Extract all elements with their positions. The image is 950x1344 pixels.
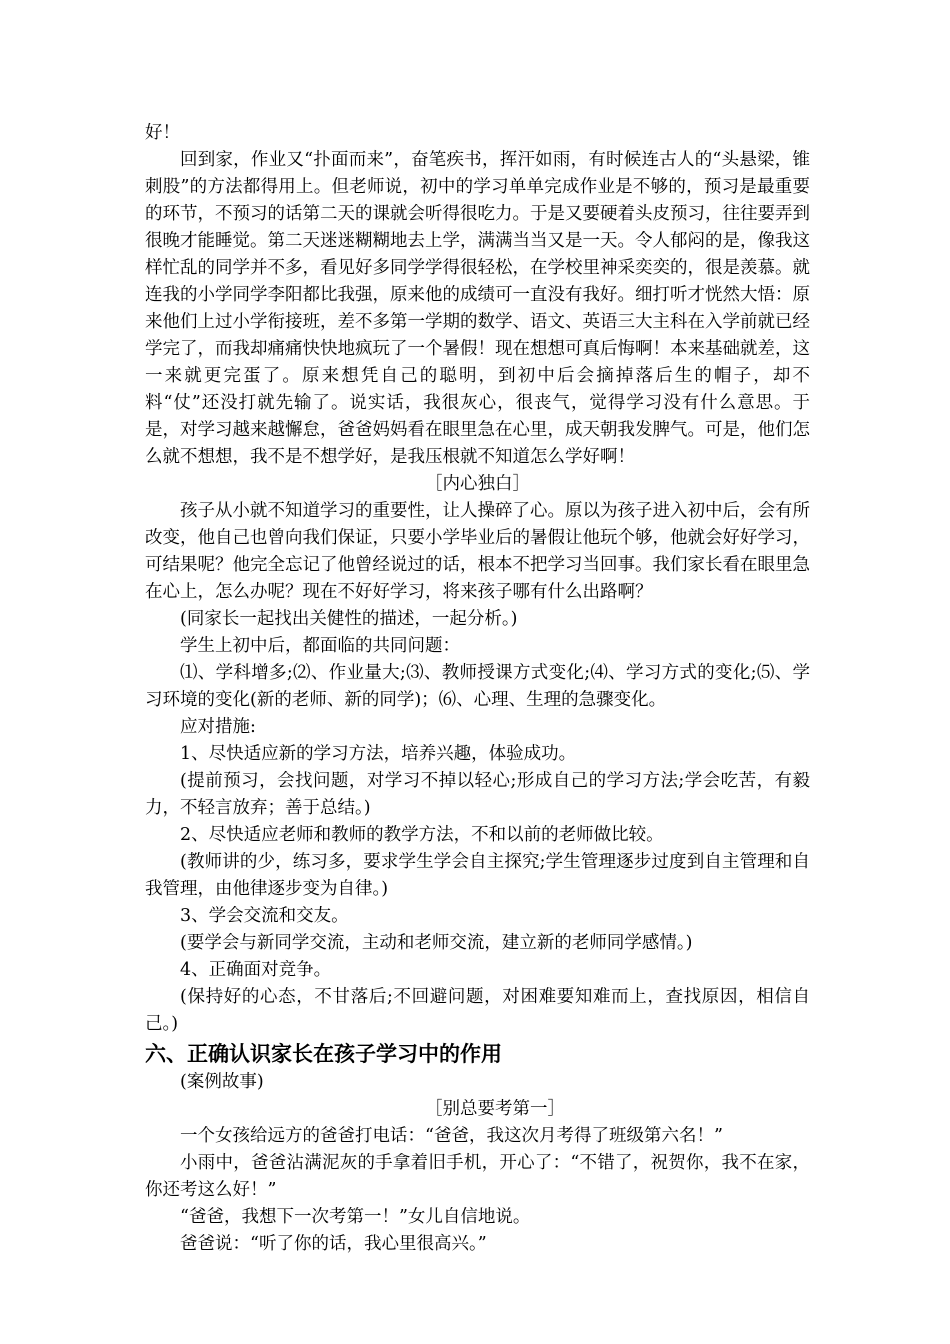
section-heading: 六、正确认识家长在孩子学习中的作用 bbox=[145, 1042, 502, 1066]
text-paragraph: 回到家，作业又“扑面而来”，奋笔疾书，挥汗如雨，有时候连古人的“头悬梁，锥刺股”的方法都得用上。但老师说，初中的学习单单完成作业是不够的，预习是最重要的环节，不预习的话第二天的课就会听得很吃力。于是又要硬着头皮预习，往往要弄到很晚才能睡觉。第二天迷迷糊糊地去上学，满满当当又是一天。令人郁闷的是，像我这样忙乱的同学并不多，看见好多同学学得很轻松，在学校里神采奕奕的，很是羡慕。就连我的小学同学李阳都比我强，原来他的成绩可一直没有我好。细打听才恍然大悟：原来他们上过小学衔接班，差不多第一学期的数学、语文、英语三大主科在入学前就已经学完了，而我却痛痛快快地疯玩了一个暑假！现在想想可真后悔啊！本来基础就差，这一来就更完蛋了。原来想凭自己的聪明，到初中后会摘掉落后生的帽子，却不料“仗”还没打就先输了。说实话，我很灰心，很丧气，觉得学习没有什么意思。于是，对学习越来越懈怠，爸爸妈妈看在眼里急在心里，成天朝我发脾气。可是，他们怎么就不想想，我不是不想学好，是我压根就不知道怎么学好啊！ bbox=[145, 150, 810, 467]
measure-title: 3、学会交流和交友。 bbox=[180, 906, 349, 926]
measure-note: (要学会与新同学交流，主动和老师交流，建立新的老师同学感情。) bbox=[180, 933, 693, 953]
text-paragraph: 好！ bbox=[145, 123, 180, 143]
measure-title: 1、尽快适应新的学习方法，培养兴趣，体验成功。 bbox=[180, 744, 577, 764]
measure-title: 4、正确面对竞争。 bbox=[180, 960, 332, 980]
story-paragraph: 一个女孩给远方的爸爸打电话：“爸爸，我这次月考得了班级第六名！” bbox=[180, 1126, 723, 1146]
measure-note: (提前预习，会找问题，对学习不掉以轻心;形成自己的学习方法;学会吃苦，有毅力，不轻言放弃；善于总结。) bbox=[145, 771, 810, 818]
story-paragraph: “爸爸，我想下一次考第一！”女儿自信地说。 bbox=[180, 1207, 531, 1227]
measure-title: 2、尽快适应老师和教师的教学方法，不和以前的老师做比较。 bbox=[180, 825, 664, 845]
case-title: ［别总要考第一］ bbox=[425, 1099, 565, 1119]
monologue-title: ［内心独白］ bbox=[425, 474, 530, 494]
case-label: (案例故事) bbox=[180, 1072, 264, 1092]
document-page bbox=[145, 120, 810, 1258]
measure-note: (保持好的心态，不甘落后;不回避问题，对困难要知难而上，查找原因，相信自己。) bbox=[145, 987, 810, 1034]
common-problems-intro: 学生上初中后，都面临的共同问题： bbox=[180, 636, 460, 656]
monologue-paragraph: 孩子从小就不知道学习的重要性，让人操碎了心。原以为孩子进入初中后，会有所改变，他自己也曾向我们保证，只要小学毕业后的暑假让他玩个够，他就会好好学习，可结果呢？他完全忘记了他曾经说过的话，根本不把学习当回事。我们家长看在眼里急在心上，怎么办呢？现在不好好学习，将来孩子哪有什么出路啊？ bbox=[145, 501, 810, 602]
story-paragraph: 小雨中，爸爸沾满泥灰的手拿着旧手机，开心了：“不错了，祝贺你，我不在家，你还考这么好！” bbox=[145, 1153, 810, 1200]
measure-note: (教师讲的少，练习多，要求学生学会自主探究;学生管理逐步过度到自主管理和自我管理，由他律逐步变为自律。) bbox=[145, 852, 810, 899]
measures-intro: 应对措施: bbox=[180, 717, 256, 737]
story-paragraph: 爸爸说：“听了你的话，我心里很高兴。” bbox=[180, 1234, 487, 1254]
analysis-note: (同家长一起找出关健性的描述，一起分析。) bbox=[180, 609, 518, 629]
common-problems-list: ⑴、学科增多;⑵、作业量大;⑶、教师授课方式变化;⑷、学习方式的变化;⑸、学习环境的变化(新的老师、新的同学)；⑹、心理、生理的急骤变化。 bbox=[145, 663, 810, 710]
